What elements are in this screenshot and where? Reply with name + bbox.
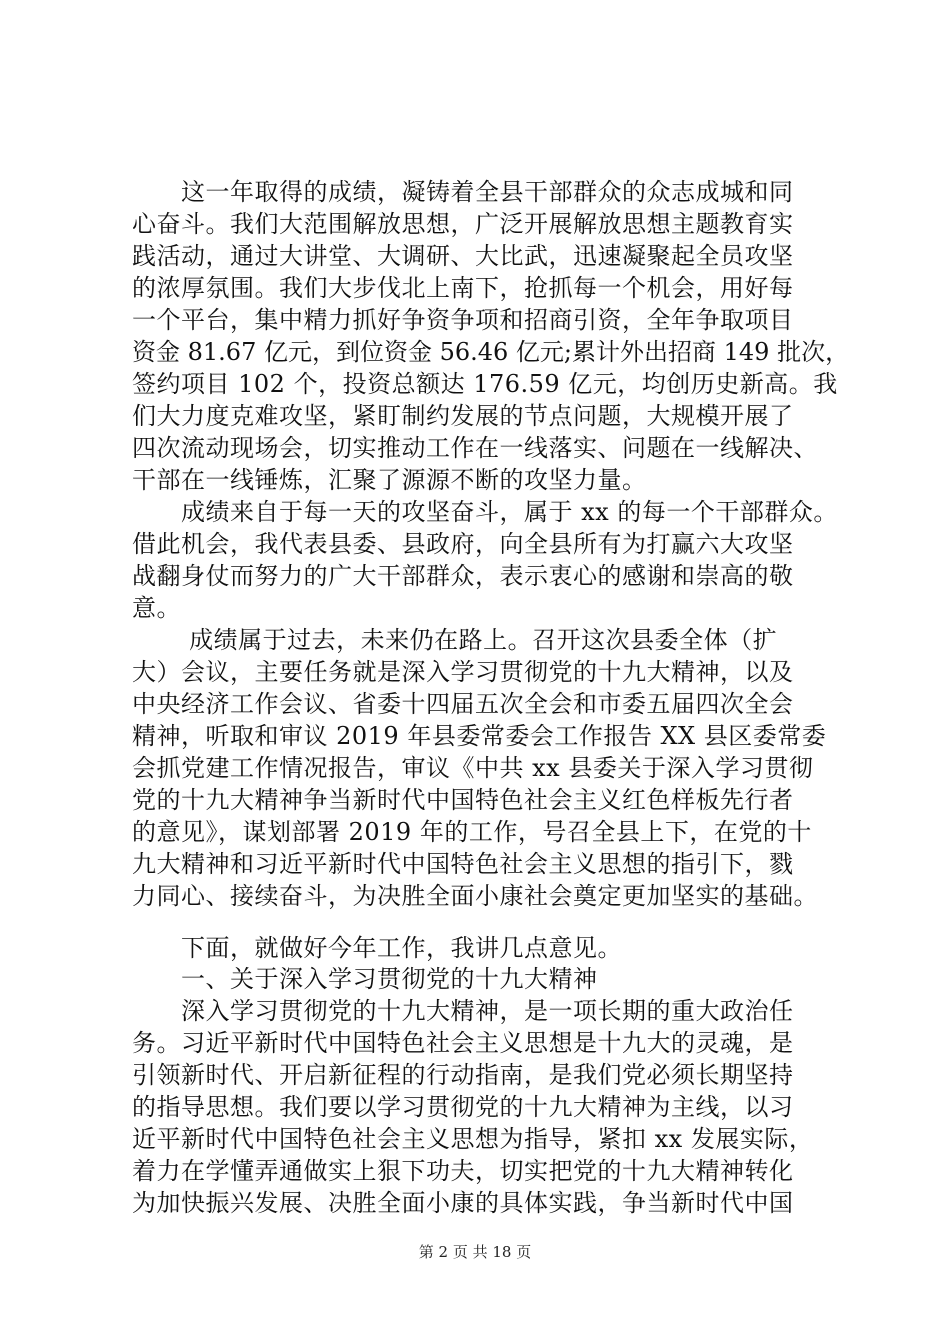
text-line: 深入学习贯彻党的十九大精神，是一项长期的重大政治任 — [132, 997, 794, 1025]
text-line: 这一年取得的成绩，凝铸着全县干部群众的众志成城和同 — [132, 178, 794, 206]
text-line: 借此机会，我代表县委、县政府，向全县所有为打赢六大攻坚 — [132, 530, 794, 558]
page-number-footer: 第 2 页 共 18 页 — [418, 1243, 532, 1261]
text-line: 精神，听取和审议 2019 年县委常委会工作报告 XX 县区委常委 — [132, 722, 827, 750]
text-line: 四次流动现场会，切实推动工作在一线落实、问题在一线解决、 — [132, 434, 818, 462]
text-line: 成绩来自于每一天的攻坚奋斗，属于 xx 的每一个干部群众。 — [132, 498, 838, 526]
text-line: 们大力度克难攻坚，紧盯制约发展的节点问题，大规模开展了 — [132, 402, 794, 430]
text-line: 引领新时代、开启新征程的行动指南，是我们党必须长期坚持 — [132, 1061, 794, 1089]
text-line: 战翻身仗而努力的广大干部群众，表示衷心的感谢和崇高的敬 — [132, 562, 794, 590]
text-line: 践活动，通过大讲堂、大调研、大比武，迅速凝聚起全员攻坚 — [132, 242, 794, 270]
text-line: 干部在一线锤炼，汇聚了源源不断的攻坚力量。 — [132, 466, 647, 494]
text-line: 的浓厚氛围。我们大步伐北上南下，抢抓每一个机会，用好每 — [132, 274, 794, 302]
text-line: 成绩属于过去，未来仍在路上。召开这次县委全体（扩 — [132, 626, 778, 654]
text-line: 中央经济工作会议、省委十四届五次全会和市委五届四次全会 — [132, 690, 794, 718]
text-line: 下面，就做好今年工作，我讲几点意见。 — [132, 934, 622, 962]
text-line: 党的十九大精神争当新时代中国特色社会主义红色样板先行者 — [132, 786, 794, 814]
text-line: 签约项目 102 个，投资总额达 176.59 亿元，均创历史新高。我 — [132, 370, 838, 398]
text-line: 九大精神和习近平新时代中国特色社会主义思想的指引下，戮 — [132, 850, 794, 878]
text-line: 力同心、接续奋斗，为决胜全面小康社会奠定更加坚实的基础。 — [132, 882, 818, 910]
section-heading: 一、关于深入学习贯彻党的十九大精神 — [132, 965, 598, 993]
text-line: 资金 81.67 亿元，到位资金 56.46 亿元;累计外出招商 149 批次， — [132, 338, 850, 366]
text-line: 近平新时代中国特色社会主义思想为指导，紧扣 xx 发展实际， — [132, 1125, 814, 1153]
text-line: 的意见》，谋划部署 2019 年的工作，号召全县上下，在党的十 — [132, 818, 812, 846]
text-line: 大）会议，主要任务就是深入学习贯彻党的十九大精神，以及 — [132, 658, 794, 686]
text-line: 务。习近平新时代中国特色社会主义思想是十九大的灵魂，是 — [132, 1029, 794, 1057]
text-line: 为加快振兴发展、决胜全面小康的具体实践，争当新时代中国 — [132, 1189, 794, 1217]
text-line: 意。 — [132, 594, 181, 622]
text-line: 的指导思想。我们要以学习贯彻党的十九大精神为主线，以习 — [132, 1093, 794, 1121]
text-line: 一个平台，集中精力抓好争资争项和招商引资，全年争取项目 — [132, 306, 794, 334]
text-line: 会抓党建工作情况报告，审议《中共 xx 县委关于深入学习贯彻 — [132, 754, 814, 782]
text-line: 心奋斗。我们大范围解放思想，广泛开展解放思想主题教育实 — [132, 210, 794, 238]
text-line: 着力在学懂弄通做实上狠下功夫，切实把党的十九大精神转化 — [132, 1157, 794, 1185]
